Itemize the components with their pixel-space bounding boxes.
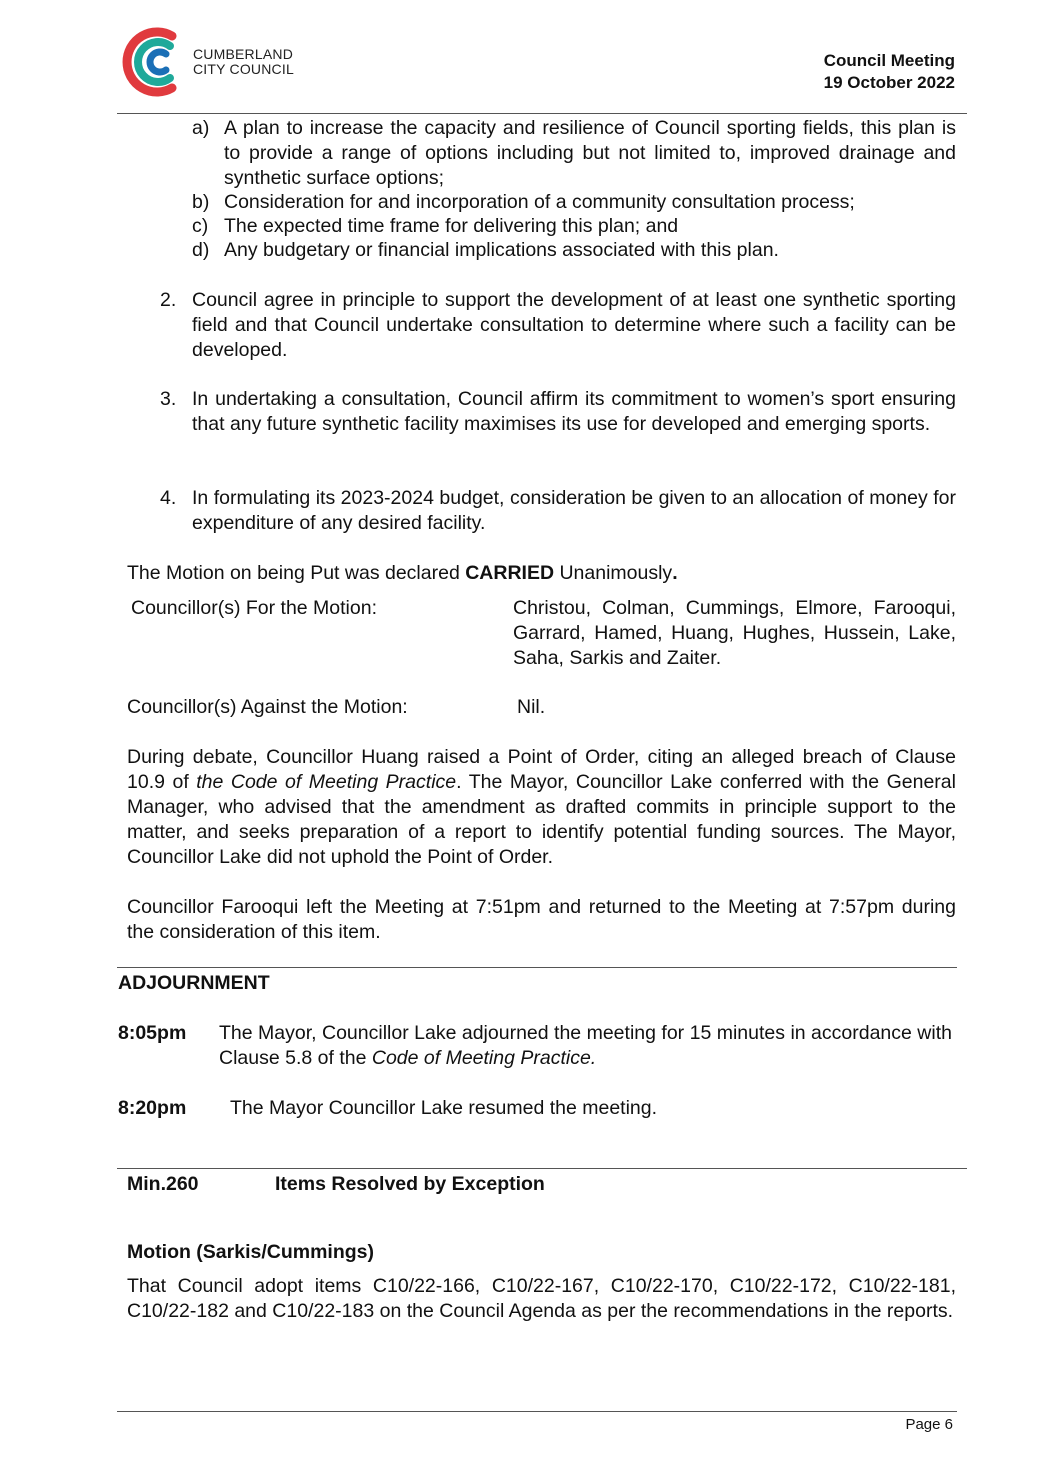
debate-text-1: During debate, Councillor Huang raised a Point of Order, citing an alleged breach of Clause 10.9 of bbox=[127, 746, 956, 793]
subitem-d bbox=[192, 238, 956, 263]
subitem-text: The expected time frame for delivering this plan; and bbox=[224, 215, 679, 237]
debate-reference: the Code of Meeting Practice bbox=[196, 771, 457, 793]
motion-result-suffix: Unanimously bbox=[554, 562, 673, 584]
subitem-b bbox=[192, 190, 956, 215]
council-logo bbox=[120, 22, 192, 102]
subitem-text: A plan to increase the capacity and resilience of Council sporting fields, this plan is to provide a range of options including but not limited to, improved drainage and synthetic surface options; bbox=[224, 117, 956, 189]
attendance-note: Councillor Farooqui left the Meeting at 7:51pm and returned to the Meeting at 7:57pm during the consideration of this item. bbox=[127, 896, 956, 943]
organisation-name bbox=[193, 47, 294, 77]
item-number: 3. bbox=[160, 388, 177, 410]
item-number: 2. bbox=[160, 289, 177, 311]
item-number: 4. bbox=[160, 487, 177, 509]
motion-text: That Council adopt items C10/22-166, C10/22-167, C10/22-170, C10/22-172, C10/22-181, C10/22-182 and C10/22-183 on the Council Agenda as per the recommendations in the reports. bbox=[127, 1275, 956, 1322]
debate-text-2: . The Mayor, Councillor Lake conferred with the General Manager, who advised that the amendment as drafted commits in principle support to the matter, and seeks preparation of a report to identify potential funding sources. The Mayor, Councillor Lake did not uphold the Point of Order. bbox=[127, 771, 956, 868]
motion-result-prefix: The Motion on being Put was declared bbox=[127, 562, 466, 584]
meeting-date: 19 October 2022 bbox=[823, 73, 955, 92]
minute-title: Items Resolved by Exception bbox=[275, 1173, 545, 1195]
motion-result-end: . bbox=[672, 562, 678, 584]
org-line-1: CUMBERLAND bbox=[193, 46, 294, 62]
debate-paragraph bbox=[127, 745, 956, 870]
subitem-label: b) bbox=[192, 191, 210, 213]
minute-number: Min.260 bbox=[127, 1173, 199, 1195]
subitem-label: a) bbox=[192, 117, 210, 139]
motion-result bbox=[127, 561, 957, 586]
page-number: Page 6 bbox=[905, 1416, 953, 1433]
meeting-title: Council Meeting bbox=[823, 51, 955, 70]
footer-divider bbox=[117, 1411, 957, 1412]
motion-result-status: CARRIED bbox=[465, 562, 555, 584]
votes-for-label: Councillor(s) For the Motion: bbox=[131, 597, 377, 619]
item-text: In formulating its 2023-2024 budget, consideration be given to an allocation of money for expenditure of any desired facility. bbox=[192, 487, 956, 534]
resumption-time: 8:20pm bbox=[118, 1097, 187, 1119]
subitem-label: c) bbox=[192, 215, 209, 237]
adjournment-text bbox=[219, 1021, 952, 1071]
meeting-header bbox=[824, 50, 955, 94]
minute-divider bbox=[117, 1168, 967, 1169]
adjournment-heading: ADJOURNMENT bbox=[118, 972, 270, 994]
adjournment-reference: Code of Meeting Practice. bbox=[371, 1047, 597, 1069]
votes-against-label: Councillor(s) Against the Motion: bbox=[127, 696, 408, 718]
header-divider bbox=[117, 113, 967, 114]
subitem-text: Consideration for and incorporation of a community consultation process; bbox=[224, 191, 855, 213]
votes-against-names: Nil. bbox=[517, 696, 546, 718]
votes-for-names: Christou, Colman, Cummings, Elmore, Farooqui, Garrard, Hamed, Huang, Hughes, Hussein, Lake, Saha, Sarkis and Zaiter. bbox=[513, 597, 956, 669]
org-line-2: CITY COUNCIL bbox=[193, 61, 294, 77]
subitem-label: d) bbox=[192, 239, 210, 261]
subitem-a bbox=[192, 116, 956, 189]
item-text: In undertaking a consultation, Council affirm its commitment to women’s sport ensuring that any future synthetic facility maximises its use for developed and emerging sports. bbox=[192, 388, 956, 435]
adjournment-time: 8:05pm bbox=[118, 1022, 187, 1044]
resumption-text: The Mayor Councillor Lake resumed the meeting. bbox=[230, 1097, 658, 1119]
subitem-c bbox=[192, 214, 956, 239]
item-text: Council agree in principle to support the development of at least one synthetic sporting field and that Council undertake consultation to determine where such a facility can be developed. bbox=[192, 289, 956, 361]
motion-heading: Motion (Sarkis/Cummings) bbox=[127, 1241, 375, 1263]
subitem-text: Any budgetary or financial implications associated with this plan. bbox=[224, 239, 779, 261]
adjournment-text-body: The Mayor, Councillor Lake adjourned the meeting for 15 minutes in accordance with Clause 5.8 of the bbox=[219, 1022, 952, 1069]
adjournment-divider bbox=[117, 967, 957, 968]
